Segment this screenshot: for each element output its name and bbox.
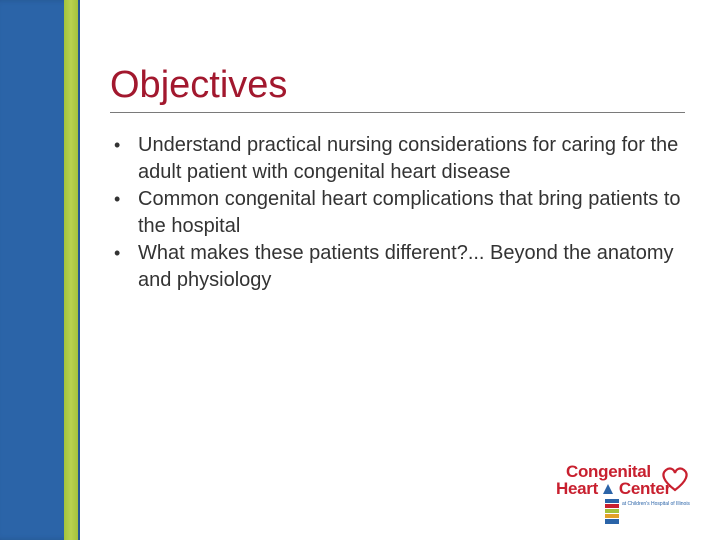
bullet-symbol: • [114,189,121,209]
title-divider [110,112,685,113]
logo-line-1: Congenital [566,462,651,481]
logo-line-2 [556,479,671,499]
logo-subtitle: at Children's Hospital of Illinois [622,501,690,507]
bullet-text: What makes these patients different?... Beyond the anatomy and physiology [138,242,674,291]
bullet-list [110,132,690,294]
sidebar-green-stripe [64,0,78,540]
bullet-symbol: • [114,243,121,263]
bullet-item [110,240,690,294]
bullet-item [110,186,690,240]
bullet-item [110,132,690,186]
bullet-text: Understand practical nursing considerations for caring for the adult patient with congenital heart disease [138,134,679,183]
congenital-heart-center-logo [556,462,692,528]
bullet-text: Common congenital heart complications that bring patients to the hospital [138,188,681,237]
logo-word-center: Center [618,479,671,498]
logo-word-heart: Heart [556,479,598,498]
triangle-icon [602,483,614,495]
bullet-symbol: • [114,135,121,155]
slide-title: Objectives [110,64,288,106]
building-icon [604,499,620,525]
